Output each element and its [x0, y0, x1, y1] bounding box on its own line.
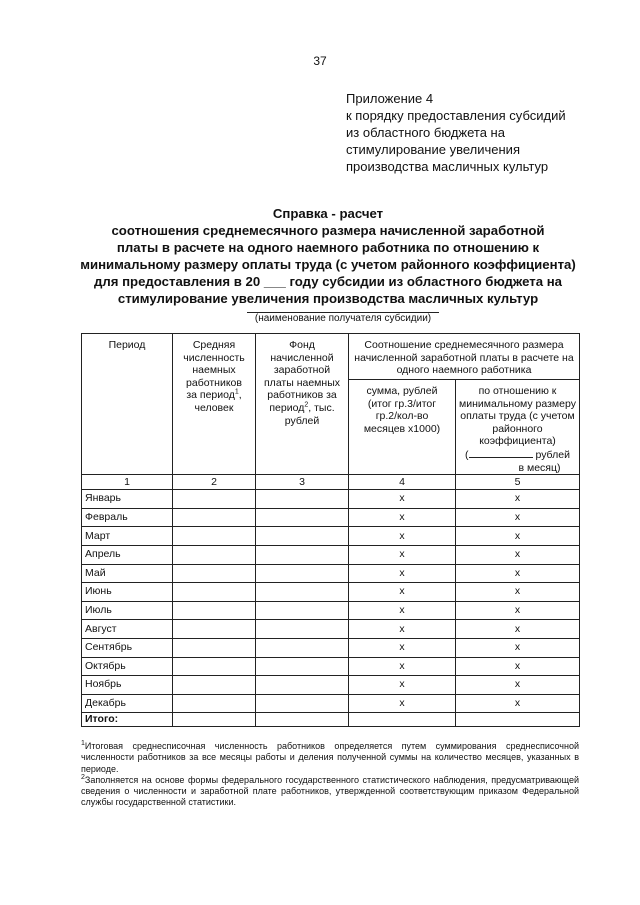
table-cell — [173, 527, 256, 546]
header-text: период — [269, 401, 305, 414]
month-rows — [82, 490, 580, 713]
header-text: по отношению к — [478, 385, 557, 397]
appendix-line: стимулирование увеличения — [346, 142, 520, 157]
table-cell — [256, 638, 349, 657]
appendix-block — [346, 90, 566, 175]
header-period — [82, 334, 173, 475]
cross-mark: х — [349, 527, 456, 546]
footnote-text: Итоговая среднесписочная численность работников определяется путем суммирования среднесписочной численности работников за все месяцы работы и деления полученной суммы на количество месяцев, указанных в периоде. — [81, 741, 579, 774]
period-cell: Октябрь — [82, 657, 173, 676]
header-text: оплаты труда (с учетом — [460, 410, 575, 423]
table-cell — [173, 564, 256, 583]
table-cell — [256, 490, 349, 509]
cross-mark: х — [349, 564, 456, 583]
header-text: гр.2/кол-во — [375, 410, 429, 423]
period-cell: Апрель — [82, 545, 173, 564]
header-text: Соотношение среднемесячного размера начисленной заработной платы в расчете на одного наемного работника — [354, 339, 574, 377]
title-line: для предоставления в 20 ___ году субсидии из областного бюджета на — [93, 274, 563, 289]
header-avg-count: Средняя численность наемных работников за период$^1$, человек — [173, 334, 256, 475]
table-cell — [173, 694, 256, 713]
header-text: платы наемных — [264, 376, 340, 389]
table-row — [82, 490, 580, 509]
header-text: сумма, рублей — [366, 385, 438, 397]
footnote-marker: 2 — [81, 773, 85, 781]
period-cell: Март — [82, 527, 173, 546]
header-text: численность — [183, 351, 245, 364]
header-mrot — [456, 380, 580, 475]
cross-mark: х — [349, 638, 456, 657]
table-cell — [173, 657, 256, 676]
header-text: наемных — [192, 364, 236, 377]
appendix-line: из областного бюджета на — [346, 125, 505, 140]
header-ratio-group — [349, 334, 580, 380]
page-number: 37 — [313, 54, 327, 68]
header-text: начисленной — [270, 351, 334, 364]
cross-mark: х — [456, 527, 580, 546]
header-text: месяцев х1000) — [363, 422, 441, 435]
footnote-1 — [81, 741, 579, 775]
table-cell — [256, 676, 349, 695]
header-sum — [349, 380, 456, 475]
period-cell: Сентябрь — [82, 638, 173, 657]
total-row — [82, 713, 580, 727]
column-number: 4 — [349, 475, 456, 490]
period-cell: Июнь — [82, 583, 173, 602]
footnote-text: Заполняется на основе формы федерального государственного статистического наблюдения, предусматривающей сведения о численности и заработной плате работников, утвержденной соответствующим приказом Федеральной службы государственной статистики. — [81, 774, 579, 808]
title-line: соотношения среднемесячного размера начисленной заработной — [111, 223, 545, 238]
table-cell — [173, 545, 256, 564]
header-text: районного коэффициента) — [479, 422, 556, 448]
header-text: человек — [194, 401, 234, 414]
table-cell — [256, 713, 349, 727]
footnote-2 — [81, 775, 579, 809]
period-cell: Август — [82, 620, 173, 639]
table-cell — [173, 620, 256, 639]
title-line: платы в расчете на одного наемного работника по отношению к — [116, 240, 540, 255]
header-text: работников — [186, 376, 242, 389]
table-cell — [256, 508, 349, 527]
period-cell: Январь — [82, 490, 173, 509]
cross-mark: х — [456, 583, 580, 602]
header-text: Средняя — [192, 339, 236, 351]
table-cell — [173, 676, 256, 695]
table-row — [82, 638, 580, 657]
header-text: Фонд — [289, 339, 315, 351]
column-number: 1 — [82, 475, 173, 490]
appendix-line: производства масличных культур — [346, 159, 549, 174]
table-row — [82, 657, 580, 676]
header-text: тыс. — [314, 401, 335, 414]
table-cell — [173, 583, 256, 602]
column-number: 2 — [173, 475, 256, 490]
table-cell — [256, 620, 349, 639]
cross-mark: х — [349, 490, 456, 509]
period-cell: Июль — [82, 601, 173, 620]
header-fund: Фонд начисленной заработной платы наемных работников за период$^2$, тыс. рублей — [256, 334, 349, 475]
cross-mark: х — [456, 490, 580, 509]
period-cell: Ноябрь — [82, 676, 173, 695]
cross-mark: х — [349, 601, 456, 620]
cross-mark: х — [349, 583, 456, 602]
table-cell — [173, 638, 256, 657]
title-line: Справка - расчет — [272, 206, 384, 221]
column-numbers-row — [82, 475, 580, 490]
footnote-ref: 2 — [304, 401, 309, 409]
table-row — [82, 583, 580, 602]
table-cell — [256, 583, 349, 602]
table-cell — [256, 694, 349, 713]
table-cell — [173, 713, 256, 727]
footnote-marker: 1 — [81, 740, 85, 747]
cross-mark: х — [349, 620, 456, 639]
table-cell — [456, 713, 580, 727]
cross-mark: х — [349, 508, 456, 527]
table-row — [82, 620, 580, 639]
header-text: в месяц) — [518, 461, 561, 474]
calculation-table — [81, 333, 580, 727]
period-cell: Май — [82, 564, 173, 583]
blank-field — [469, 448, 533, 458]
cross-mark: х — [349, 657, 456, 676]
table-cell — [173, 490, 256, 509]
total-label: Итого: — [82, 713, 173, 727]
footnotes — [81, 741, 579, 809]
column-number: 3 — [256, 475, 349, 490]
header-text: (итог гр.3/итог — [367, 397, 437, 410]
header-text: рублей — [535, 448, 570, 461]
cross-mark: х — [456, 638, 580, 657]
title-line: стимулирование увеличения производства масличных культур — [117, 291, 539, 306]
column-number: 5 — [456, 475, 580, 490]
table-cell — [349, 713, 456, 727]
table-row — [82, 527, 580, 546]
title-line: минимальному размеру оплаты труда (с учетом районного коэффициента) — [80, 257, 576, 272]
table-cell — [256, 657, 349, 676]
cross-mark: х — [349, 676, 456, 695]
header-row — [82, 334, 580, 380]
table-cell — [256, 545, 349, 564]
cross-mark: х — [456, 564, 580, 583]
header-text: заработной — [273, 364, 331, 377]
cross-mark: х — [349, 545, 456, 564]
header-text: работников за — [267, 389, 337, 402]
header-text: рублей — [284, 414, 320, 427]
cross-mark: х — [456, 601, 580, 620]
table-cell — [173, 601, 256, 620]
appendix-line: Приложение 4 — [346, 91, 434, 106]
table-row — [82, 601, 580, 620]
table-cell — [256, 601, 349, 620]
header-text: ( — [465, 448, 469, 461]
table-row — [82, 564, 580, 583]
cross-mark: х — [456, 545, 580, 564]
cross-mark: х — [456, 657, 580, 676]
table-row — [82, 676, 580, 695]
appendix-line: к порядку предоставления субсидий — [346, 108, 566, 123]
table-cell — [173, 508, 256, 527]
document-title — [60, 205, 596, 307]
cross-mark: х — [456, 620, 580, 639]
cross-mark: х — [456, 694, 580, 713]
period-cell: Декабрь — [82, 694, 173, 713]
footnote-ref: 1 — [234, 388, 239, 396]
cross-mark: х — [456, 676, 580, 695]
cross-mark: х — [349, 694, 456, 713]
table-cell — [256, 527, 349, 546]
period-cell: Февраль — [82, 508, 173, 527]
table-row — [82, 694, 580, 713]
table-cell — [256, 564, 349, 583]
header-text: минимальному размеру — [459, 397, 576, 410]
header-text: за период — [186, 389, 235, 402]
cross-mark: х — [456, 508, 580, 527]
table-row — [82, 508, 580, 527]
recipient-caption: (наименование получателя субсидии) — [254, 313, 432, 324]
table-row — [82, 545, 580, 564]
header-period-label: Период — [108, 339, 146, 351]
